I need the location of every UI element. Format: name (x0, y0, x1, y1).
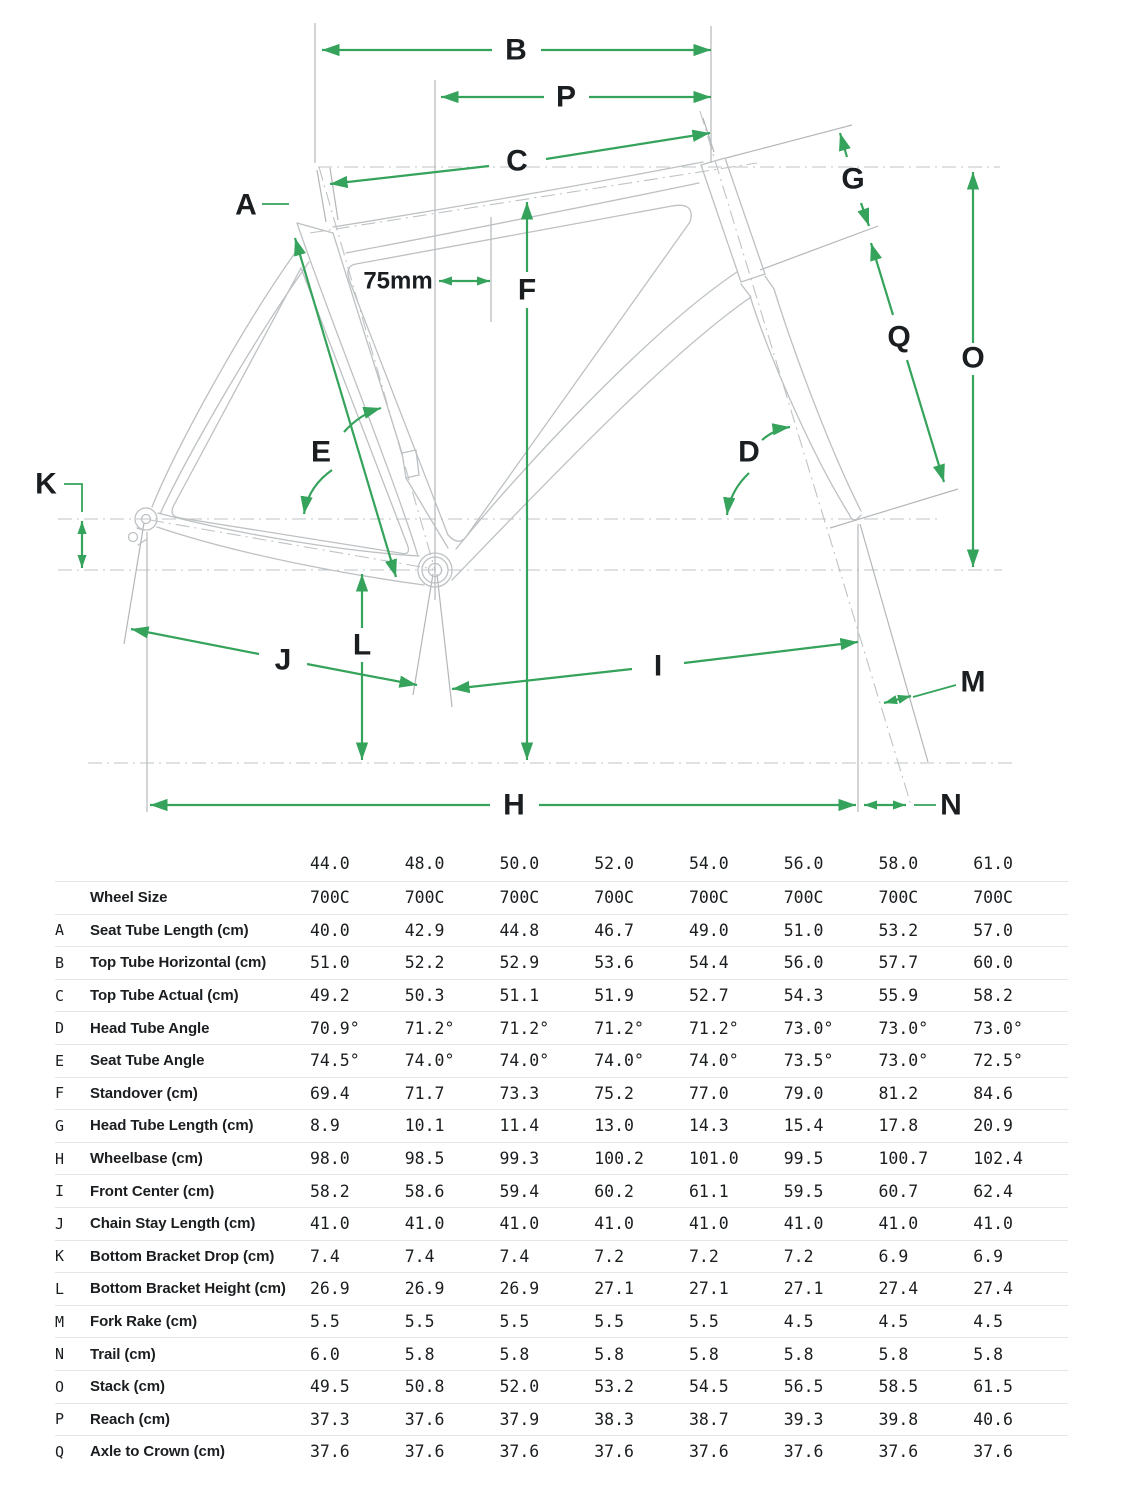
row-value: 5.5 (310, 1312, 340, 1332)
row-value: 53.2 (878, 920, 919, 940)
row-value: 59.4 (499, 1181, 540, 1201)
row-value: 99.3 (499, 1149, 540, 1169)
row-value: 70.9° (310, 1018, 360, 1038)
table-row (55, 1240, 1068, 1273)
row-value: 37.6 (783, 1442, 824, 1462)
row-label: Axle to Crown (cm) (90, 1443, 225, 1461)
row-value: 98.0 (310, 1149, 350, 1169)
dim-label-G: G (841, 162, 865, 196)
row-label: Bottom Bracket Drop (cm) (90, 1247, 275, 1265)
table-row (55, 1207, 1068, 1240)
row-value: 37.6 (689, 1442, 729, 1462)
row-letter: L (55, 1279, 65, 1298)
row-letter: B (55, 953, 65, 972)
dim-label-M: M (960, 665, 986, 699)
row-value: 54.5 (689, 1377, 729, 1397)
row-value: 74.0° (499, 1051, 550, 1071)
dim-label-Q: Q (887, 320, 911, 354)
row-letter: D (55, 1019, 65, 1038)
row-value: 55.9 (878, 986, 919, 1006)
row-value: 49.5 (310, 1377, 350, 1397)
table-row (55, 1403, 1068, 1436)
table-row (55, 1305, 1068, 1338)
row-label: Head Tube Angle (90, 1019, 210, 1037)
row-value: 41.0 (878, 1214, 919, 1234)
size-header-cell: 44.0 (310, 854, 350, 873)
row-value: 37.3 (310, 1409, 350, 1429)
dim-label-P: P (555, 80, 577, 114)
row-value: 27.1 (783, 1279, 824, 1299)
dim-label-E: E (310, 435, 332, 469)
row-value: 50.8 (404, 1377, 445, 1397)
row-label: Bottom Bracket Height (cm) (90, 1280, 286, 1298)
row-value: 10.1 (404, 1116, 445, 1136)
row-value: 40.6 (973, 1409, 1013, 1429)
row-value: 100.7 (878, 1149, 929, 1169)
row-value: 27.1 (594, 1279, 634, 1299)
row-value: 58.2 (310, 1181, 350, 1201)
row-value: 4.5 (878, 1312, 909, 1332)
row-value: 7.4 (404, 1246, 435, 1266)
row-value: 8.9 (310, 1116, 340, 1136)
table-row (55, 1044, 1068, 1077)
row-value: 37.6 (878, 1442, 919, 1462)
row-value: 5.8 (499, 1344, 530, 1364)
row-value: 5.8 (404, 1344, 435, 1364)
table-row (55, 914, 1068, 947)
table-row (55, 1337, 1068, 1370)
row-value: 74.5° (310, 1051, 360, 1071)
row-value: 38.7 (689, 1409, 729, 1429)
row-value: 14.3 (689, 1116, 729, 1136)
row-value: 41.0 (404, 1214, 445, 1234)
row-value: 41.0 (689, 1214, 729, 1234)
table-row (55, 881, 1068, 914)
row-value: 57.0 (973, 920, 1013, 940)
row-value: 700C (310, 888, 350, 908)
row-value: 58.6 (404, 1181, 445, 1201)
size-header-cell: 48.0 (404, 854, 445, 873)
row-value: 27.4 (973, 1279, 1013, 1299)
row-value: 26.9 (310, 1279, 350, 1299)
dim-label-D: D (738, 435, 760, 469)
row-value: 75.2 (594, 1083, 634, 1103)
row-value: 69.4 (310, 1083, 350, 1103)
row-value: 27.4 (878, 1279, 919, 1299)
row-value: 11.4 (499, 1116, 540, 1136)
row-value: 41.0 (783, 1214, 824, 1234)
row-label: Top Tube Horizontal (cm) (90, 954, 267, 972)
row-value: 58.2 (973, 986, 1013, 1006)
row-letter: F (55, 1084, 65, 1103)
dim-label-I: I (653, 649, 663, 683)
row-value: 73.0° (878, 1051, 929, 1071)
row-value: 60.0 (973, 953, 1013, 973)
row-label: Chain Stay Length (cm) (90, 1215, 256, 1233)
row-letter: E (55, 1051, 65, 1070)
row-value: 60.2 (594, 1181, 634, 1201)
row-label: Trail (cm) (90, 1345, 156, 1363)
size-header-cell: 56.0 (783, 854, 824, 873)
row-value: 700C (783, 888, 824, 908)
row-value: 50.3 (404, 986, 445, 1006)
size-header-cell: 61.0 (973, 854, 1013, 873)
row-letter: N (55, 1345, 65, 1364)
size-header-cell: 52.0 (594, 854, 634, 873)
row-value: 15.4 (783, 1116, 824, 1136)
row-letter: J (55, 1214, 65, 1233)
table-row (55, 1435, 1068, 1468)
row-value: 52.2 (404, 953, 445, 973)
row-value: 73.5° (783, 1051, 834, 1071)
row-value: 5.8 (783, 1344, 814, 1364)
row-label: Front Center (cm) (90, 1182, 215, 1200)
row-value: 39.3 (783, 1409, 824, 1429)
row-value: 37.6 (499, 1442, 540, 1462)
row-value: 5.8 (594, 1344, 625, 1364)
bike-frame-drawing (129, 158, 865, 587)
table-row (55, 1011, 1068, 1044)
row-value: 37.9 (499, 1409, 540, 1429)
table-row (55, 1272, 1068, 1305)
row-value: 5.8 (689, 1344, 719, 1364)
table-row (55, 1077, 1068, 1110)
row-label: Head Tube Length (cm) (90, 1117, 254, 1135)
row-value: 17.8 (878, 1116, 919, 1136)
row-value: 5.5 (594, 1312, 625, 1332)
row-value: 98.5 (404, 1149, 445, 1169)
row-letter: H (55, 1149, 65, 1168)
row-letter: I (55, 1182, 65, 1201)
row-value: 7.2 (783, 1246, 814, 1266)
row-value: 6.9 (973, 1246, 1004, 1266)
row-value: 62.4 (973, 1181, 1013, 1201)
row-value: 61.5 (973, 1377, 1013, 1397)
row-label: Seat Tube Length (cm) (90, 921, 249, 939)
row-value: 71.2° (404, 1018, 455, 1038)
row-letter: M (55, 1312, 65, 1331)
row-value: 79.0 (783, 1083, 824, 1103)
row-label: Wheel Size (90, 889, 168, 907)
row-value: 37.6 (404, 1409, 445, 1429)
row-value: 100.2 (594, 1149, 644, 1169)
geometry-table (55, 846, 1068, 1468)
row-value: 60.7 (878, 1181, 919, 1201)
dim-label-H: H (503, 788, 525, 822)
row-value: 5.5 (689, 1312, 719, 1332)
row-letter: K (55, 1247, 65, 1266)
row-value: 26.9 (499, 1279, 540, 1299)
row-letter: C (55, 986, 65, 1005)
dim-label-C: C (506, 144, 528, 178)
row-value: 71.2° (689, 1018, 739, 1038)
row-value: 46.7 (594, 920, 634, 940)
row-value: 7.4 (499, 1246, 530, 1266)
row-value: 37.6 (404, 1442, 445, 1462)
table-row (55, 979, 1068, 1012)
row-value: 700C (973, 888, 1013, 908)
row-value: 700C (594, 888, 634, 908)
row-value: 73.3 (499, 1083, 540, 1103)
row-value: 7.2 (594, 1246, 625, 1266)
row-value: 49.2 (310, 986, 350, 1006)
row-value: 26.9 (404, 1279, 445, 1299)
dim-label-N: N (940, 788, 962, 822)
row-value: 7.2 (689, 1246, 719, 1266)
row-value: 52.7 (689, 986, 729, 1006)
row-value: 102.4 (973, 1149, 1023, 1169)
row-value: 4.5 (783, 1312, 814, 1332)
row-value: 73.0° (783, 1018, 834, 1038)
row-letter: A (55, 921, 65, 940)
table-row (55, 1109, 1068, 1142)
row-label: Reach (cm) (90, 1410, 170, 1428)
row-value: 53.2 (594, 1377, 634, 1397)
row-value: 53.6 (594, 953, 634, 973)
row-value: 41.0 (594, 1214, 634, 1234)
row-label: Top Tube Actual (cm) (90, 987, 239, 1005)
row-letter: O (55, 1377, 65, 1396)
size-header-cell: 54.0 (689, 854, 729, 873)
extension-lines (124, 23, 958, 812)
row-value: 51.0 (783, 920, 824, 940)
row-value: 40.0 (310, 920, 350, 940)
row-value: 700C (689, 888, 729, 908)
geometry-table-body (55, 881, 1068, 1468)
row-value: 61.1 (689, 1181, 729, 1201)
row-value: 101.0 (689, 1149, 739, 1169)
dim-label-B: B (505, 33, 527, 67)
row-value: 700C (878, 888, 919, 908)
row-value: 7.4 (310, 1246, 340, 1266)
row-value: 42.9 (404, 920, 445, 940)
row-value: 84.6 (973, 1083, 1013, 1103)
table-row (55, 1174, 1068, 1207)
row-value: 58.5 (878, 1377, 919, 1397)
row-value: 71.2° (499, 1018, 550, 1038)
row-value: 37.6 (973, 1442, 1013, 1462)
row-label: Seat Tube Angle (90, 1052, 205, 1070)
row-value: 6.9 (878, 1246, 909, 1266)
row-value: 74.0° (594, 1051, 644, 1071)
row-value: 54.4 (689, 953, 729, 973)
row-letter: G (55, 1116, 65, 1135)
size-header-row (55, 846, 1068, 881)
row-label: Standover (cm) (90, 1084, 198, 1102)
row-value: 5.5 (499, 1312, 530, 1332)
row-value: 41.0 (973, 1214, 1013, 1234)
row-letter: P (55, 1410, 65, 1429)
row-value: 74.0° (404, 1051, 455, 1071)
row-value: 44.8 (499, 920, 540, 940)
row-value: 57.7 (878, 953, 919, 973)
row-value: 39.8 (878, 1409, 919, 1429)
row-value: 37.6 (310, 1442, 350, 1462)
dim-label-K: K (35, 467, 57, 501)
row-value: 6.0 (310, 1344, 340, 1364)
row-label: Fork Rake (cm) (90, 1313, 197, 1331)
table-row (55, 946, 1068, 979)
row-value: 99.5 (783, 1149, 824, 1169)
row-value: 77.0 (689, 1083, 729, 1103)
row-value: 41.0 (310, 1214, 350, 1234)
row-value: 51.9 (594, 986, 634, 1006)
row-value: 38.3 (594, 1409, 634, 1429)
row-label: Stack (cm) (90, 1378, 165, 1396)
row-value: 74.0° (689, 1051, 739, 1071)
dim-label-75mm: 75mm (363, 267, 433, 295)
row-value: 56.0 (783, 953, 824, 973)
row-value: 56.5 (783, 1377, 824, 1397)
row-value: 700C (404, 888, 445, 908)
dim-label-F: F (517, 273, 537, 307)
row-value: 54.3 (783, 986, 824, 1006)
table-row (55, 1142, 1068, 1175)
row-value: 73.0° (973, 1018, 1023, 1038)
row-value: 13.0 (594, 1116, 634, 1136)
dim-label-J: J (274, 643, 292, 677)
row-value: 72.5° (973, 1051, 1023, 1071)
row-value: 41.0 (499, 1214, 540, 1234)
row-value: 71.2° (594, 1018, 644, 1038)
dim-label-A: A (235, 188, 257, 222)
row-value: 52.9 (499, 953, 540, 973)
row-value: 73.0° (878, 1018, 929, 1038)
row-value: 71.7 (404, 1083, 445, 1103)
row-value: 81.2 (878, 1083, 919, 1103)
row-label: Wheelbase (cm) (90, 1150, 203, 1168)
size-header-cell: 58.0 (878, 854, 919, 873)
row-value: 27.1 (689, 1279, 729, 1299)
row-value: 51.1 (499, 986, 540, 1006)
dim-label-O: O (961, 341, 985, 375)
row-value: 51.0 (310, 953, 350, 973)
row-letter: Q (55, 1442, 65, 1461)
row-value: 700C (499, 888, 540, 908)
row-value: 5.8 (973, 1344, 1004, 1364)
dim-label-L: L (352, 628, 372, 662)
row-value: 52.0 (499, 1377, 540, 1397)
size-header-cell: 50.0 (499, 854, 540, 873)
row-value: 4.5 (973, 1312, 1004, 1332)
row-value: 5.8 (878, 1344, 909, 1364)
row-value: 20.9 (973, 1116, 1013, 1136)
row-value: 37.6 (594, 1442, 634, 1462)
row-value: 59.5 (783, 1181, 824, 1201)
row-value: 49.0 (689, 920, 729, 940)
table-row (55, 1370, 1068, 1403)
row-value: 5.5 (404, 1312, 435, 1332)
